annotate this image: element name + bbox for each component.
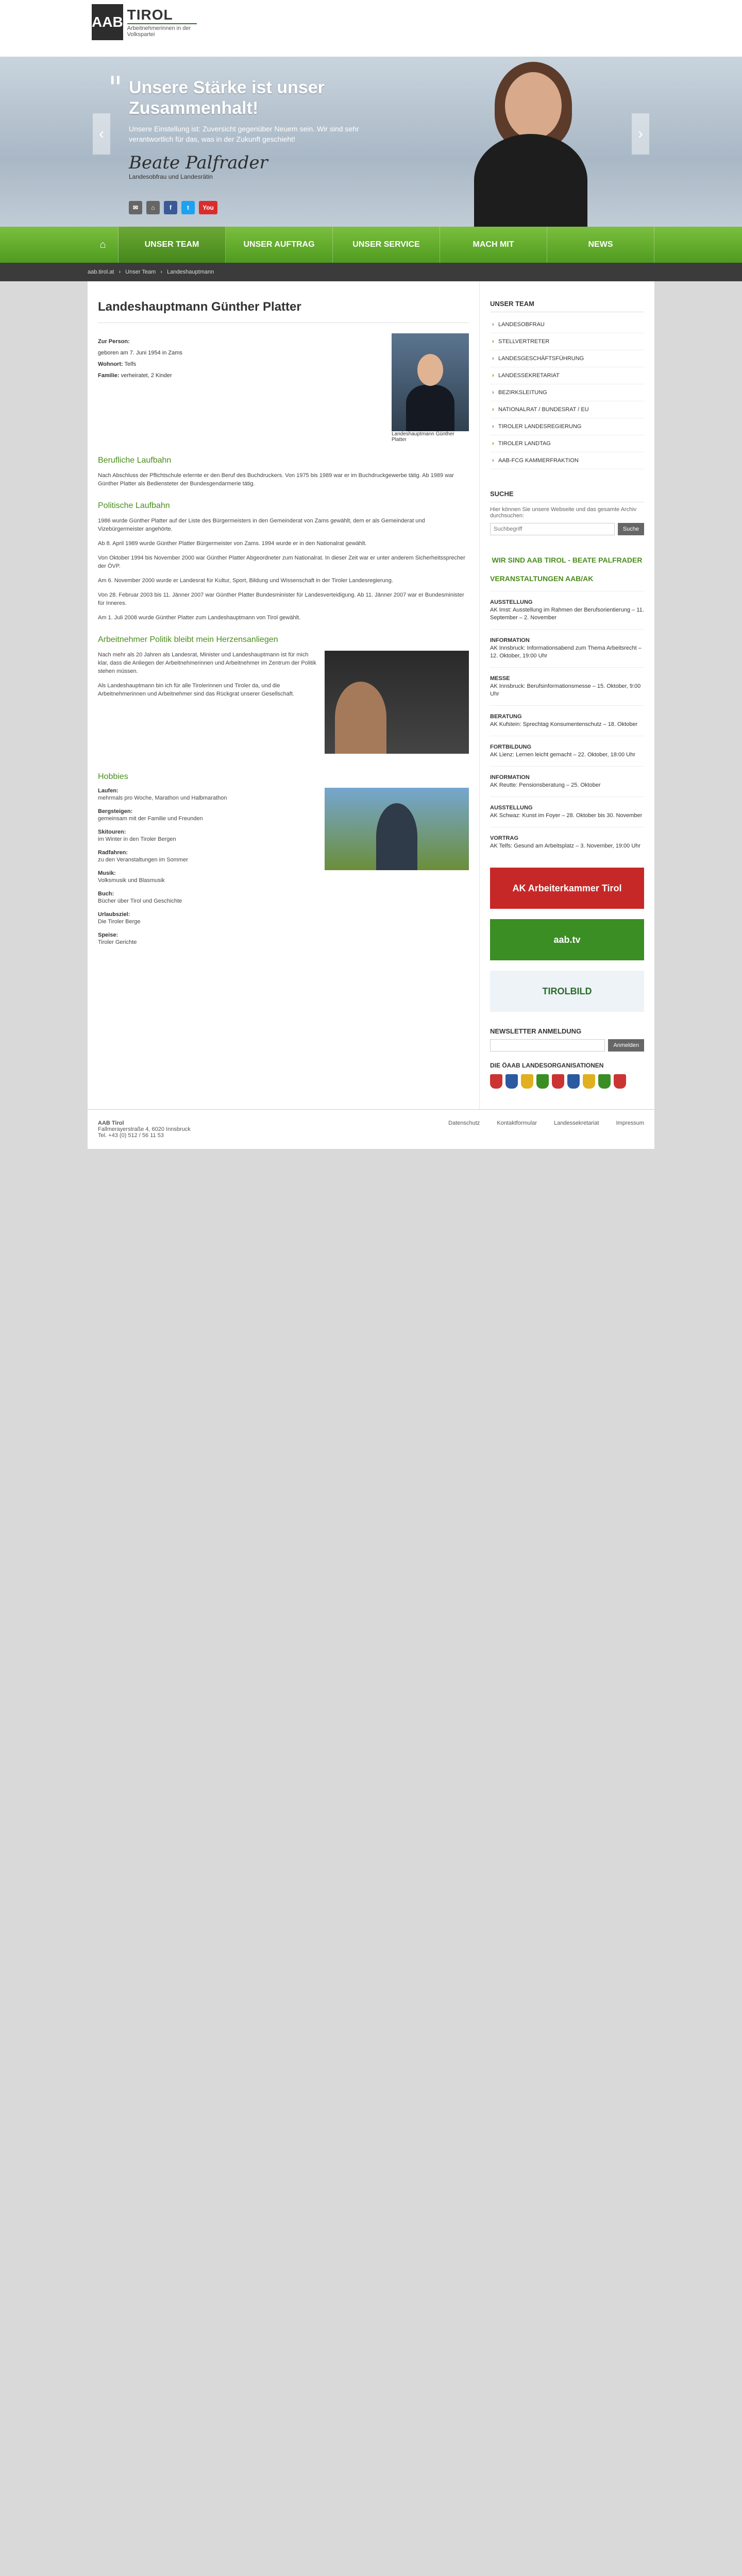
hobby-image bbox=[325, 788, 469, 870]
home-text: Telfs bbox=[124, 361, 137, 367]
politics-text: Am 6. November 2000 wurde er Landesrat für Kultur, Sport, Bildung und Wissenschaft in der Tiroler Landesregierung. bbox=[98, 578, 393, 584]
nav-item-team[interactable]: UNSER TEAM bbox=[119, 227, 226, 263]
crest-icon[interactable] bbox=[490, 1074, 502, 1089]
label-person: Zur Person: bbox=[98, 338, 130, 345]
sidebar-item-kammerfraktion[interactable]: › AAB-FCG KAMMERFRAKTION bbox=[490, 452, 644, 469]
hobby-item: Skitouren: im Winter in den Tiroler Bergen bbox=[98, 829, 176, 842]
hero-text: Unsere Einstellung ist: Zuversicht gegenüber Neuem sein. Wir sind sehr verantwortlich für das, was in der Zukunft geschieht! bbox=[129, 125, 359, 143]
quote-icon: " bbox=[108, 70, 123, 106]
events-title: VERANSTALTUNGEN AAB/AK bbox=[490, 574, 594, 583]
hobby-item: Musik: Volksmusik und Blasmusik bbox=[98, 870, 165, 884]
footer-link-impressum[interactable]: Impressum bbox=[616, 1120, 644, 1126]
home-icon[interactable]: ⌂ bbox=[88, 227, 119, 263]
home-icon[interactable]: ⌂ bbox=[146, 201, 160, 214]
footer-link-datenschutz[interactable]: Datenschutz bbox=[448, 1120, 480, 1126]
hero-signature: Beate Palfrader bbox=[129, 152, 268, 173]
sidebar-item-geschaeftsfuehrung[interactable]: › LANDESGESCHÄFTSFÜHRUNG bbox=[490, 350, 644, 367]
search-button[interactable]: Suche bbox=[618, 523, 644, 535]
footer-link-sekretariat[interactable]: Landessekretariat bbox=[554, 1120, 599, 1126]
newsletter-input[interactable] bbox=[490, 1039, 605, 1052]
nav-item-mach-mit[interactable]: MACH MIT bbox=[440, 227, 547, 263]
event-item[interactable]: MESSE AK Innsbruck: Berufsinformationsmesse – 15. Oktober, 9:00 Uhr bbox=[490, 667, 644, 705]
breadcrumb-team[interactable]: Unser Team bbox=[125, 269, 156, 275]
footer-org: AAB Tirol bbox=[98, 1120, 124, 1126]
tirolbild-banner[interactable]: TIROLBILD bbox=[490, 971, 644, 1012]
slider-prev-button[interactable]: ‹ bbox=[93, 113, 110, 155]
hero-slider bbox=[0, 57, 742, 227]
social-links bbox=[129, 201, 217, 214]
nav-item-service[interactable]: UNSER SERVICE bbox=[333, 227, 440, 263]
slogan: WIR SIND AAB TIROL - BEATE PALFRADER bbox=[492, 556, 643, 564]
search-box bbox=[490, 490, 644, 535]
breadcrumb-separator: › bbox=[160, 269, 163, 275]
breadcrumb-current: Landeshauptmann bbox=[167, 269, 214, 275]
politics-text: 1986 wurde Günther Platter auf der Liste des Bürgermeisters in den Gemeinderat von Zams gewählt, dem er als Gemeinderat und Vizebürgermeister angehörte. bbox=[98, 518, 425, 532]
page-content bbox=[88, 281, 654, 1109]
photo-caption: Landeshauptmann Günther Platter bbox=[392, 431, 454, 443]
main-nav bbox=[0, 227, 742, 263]
footer bbox=[88, 1109, 654, 1149]
person-block bbox=[98, 333, 469, 443]
hero-signature-sub: Landesobfrau und Landesrätin bbox=[129, 173, 213, 180]
event-item[interactable]: VORTRAG AK Telfs: Gesund am Arbeitsplatz – 3. November, 19:00 Uhr bbox=[490, 827, 644, 857]
hobbies-title: Hobbies bbox=[98, 772, 128, 781]
crest-icon[interactable] bbox=[505, 1074, 518, 1089]
youtube-icon[interactable]: You bbox=[199, 201, 217, 214]
search-input[interactable] bbox=[490, 523, 615, 535]
hobby-item: Laufen: mehrmals pro Woche, Marathon und Halbmarathon bbox=[98, 788, 227, 801]
hobby-item: Urlaubsziel: Die Tiroler Berge bbox=[98, 911, 141, 925]
label-family: Familie: bbox=[98, 372, 120, 379]
sidebar-item-bezirksleitung[interactable]: › BEZIRKSLEITUNG bbox=[490, 384, 644, 401]
top-strip bbox=[0, 0, 742, 57]
politics-text: Ab 8. April 1989 wurde Günther Platter Bürgermeister von Zams. 1994 wurde er in den Nationalrat gewählt. bbox=[98, 540, 367, 547]
aabtv-banner[interactable]: aab.tv bbox=[490, 919, 644, 960]
org-crests bbox=[490, 1074, 644, 1089]
crest-icon[interactable] bbox=[536, 1074, 549, 1089]
footer-link-kontakt[interactable]: Kontaktformular bbox=[497, 1120, 537, 1126]
newsletter-button[interactable]: Anmelden bbox=[608, 1039, 644, 1052]
hero-quote bbox=[108, 70, 397, 180]
footer-links bbox=[433, 1120, 644, 1139]
nav-item-auftrag[interactable]: UNSER AUFTRAG bbox=[226, 227, 333, 263]
page-title: Landeshauptmann Günther Platter bbox=[98, 300, 469, 323]
team-menu bbox=[490, 316, 644, 469]
career-title: Berufliche Laufbahn bbox=[98, 456, 172, 465]
facebook-icon[interactable]: f bbox=[164, 201, 177, 214]
sidebar-item-nationalrat[interactable]: › NATIONALRAT / BUNDESRAT / EU bbox=[490, 401, 644, 418]
politics-text: Von 28. Februar 2003 bis 11. Jänner 2007 war Günther Platter Bundesminister für Landesverteidigung. Ab 11. Jänner 2007 war er Bundesminister für Inneres. bbox=[98, 592, 464, 606]
crest-icon[interactable] bbox=[583, 1074, 595, 1089]
family-text: verheiratet, 2 Kinder bbox=[121, 372, 172, 379]
aab-title: Arbeitnehmer Politik bleibt mein Herzensanliegen bbox=[98, 635, 278, 644]
twitter-icon[interactable]: t bbox=[181, 201, 195, 214]
event-item[interactable]: AUSSTELLUNG AK Schwaz: Kunst im Foyer – 28. Oktober bis 30. November bbox=[490, 796, 644, 827]
logo[interactable] bbox=[88, 0, 201, 52]
search-desc: Hier können Sie unsere Webseite und das gesamte Archiv durchsuchen: bbox=[490, 506, 637, 519]
crest-icon[interactable] bbox=[598, 1074, 611, 1089]
crest-icon[interactable] bbox=[552, 1074, 564, 1089]
aab-text: Als Landeshauptmann bin ich für alle Tirolerinnen und Tiroler da, und die Arbeitnehmerinnen und Arbeitnehmer sind das Rückgrat unserer Gesellschaft. bbox=[98, 683, 294, 697]
aab-text: Nach mehr als 20 Jahren als Landesrat, Minister und Landeshauptmann ist für mich klar, dass die Anliegen der Arbeitnehmerinnen und Arbeitnehmer im Zentrum der Politik stehen müssen. bbox=[98, 652, 316, 674]
sidebar-item-sekretariat[interactable]: › LANDESSEKRETARIAT bbox=[490, 367, 644, 384]
main-content bbox=[88, 281, 479, 1109]
politics-text: Von Oktober 1994 bis November 2000 war Günther Platter Abgeordneter zum Nationalrat. In dieser Zeit war er unter anderem Sicherheitssprecher der ÖVP. bbox=[98, 555, 465, 569]
nav-item-news[interactable]: NEWS bbox=[547, 227, 654, 263]
politics-title: Politische Laufbahn bbox=[98, 501, 170, 510]
breadcrumb-separator: › bbox=[119, 269, 121, 275]
crest-icon[interactable] bbox=[567, 1074, 580, 1089]
career-text: Nach Abschluss der Pflichtschule erlernte er den Beruf des Buchdruckers. Von 1975 bis 1989 war er im Buchdruckgewerbe tätig. Ab 1989 war Günther Platter als Bediensteter der Bundesgendarmerie tätig. bbox=[98, 472, 454, 487]
ak-banner[interactable]: AK Arbeiterkammer Tirol bbox=[490, 868, 644, 909]
breadcrumb-home[interactable]: aab.tirol.at bbox=[88, 269, 114, 275]
hobby-item: Speise: Tiroler Gerichte bbox=[98, 932, 137, 945]
politics-text: Am 1. Juli 2008 wurde Günther Platter zum Landeshauptmann von Tirol gewählt. bbox=[98, 615, 301, 621]
logo-name: TIROL bbox=[127, 7, 173, 23]
newsletter-title: NEWSLETTER ANMELDUNG bbox=[490, 1027, 582, 1035]
footer-address: Fallmerayerstraße 4, 6020 Innsbruck bbox=[98, 1126, 191, 1132]
mail-icon[interactable]: ✉ bbox=[129, 201, 142, 214]
breadcrumb-bar bbox=[0, 263, 742, 281]
hero-portrait bbox=[464, 62, 598, 227]
orgs-title: DIE ÖAAB LANDESORGANISATIONEN bbox=[490, 1062, 604, 1069]
breadcrumb bbox=[88, 263, 654, 281]
born-text: geboren am 7. Juni 1954 in Zams bbox=[98, 350, 182, 356]
logo-tagline: Arbeitnehmerinnen in der Volkspartei bbox=[127, 23, 197, 38]
person-photo bbox=[392, 333, 469, 443]
sidebar-item-landtag[interactable]: › TIROLER LANDTAG bbox=[490, 435, 644, 452]
hero-headline: Unsere Stärke ist unser Zusammenhalt! bbox=[129, 78, 325, 118]
slider-next-button[interactable]: › bbox=[632, 113, 649, 155]
aab-image bbox=[325, 651, 469, 754]
event-item[interactable]: AUSSTELLUNG AK Imst: Ausstellung im Rahmen der Berufsorientierung – 11. September – 2. November bbox=[490, 591, 644, 629]
event-item[interactable]: INFORMATION AK Innsbruck: Informationsabend zum Thema Arbeitsrecht – 12. Oktober, 19:00 Uhr bbox=[490, 629, 644, 667]
crest-icon[interactable] bbox=[614, 1074, 626, 1089]
sidebar-item-landesobfrau[interactable]: › LANDESOBFRAU bbox=[490, 316, 644, 333]
hobby-item: Buch: Bücher über Tirol und Geschichte bbox=[98, 891, 182, 904]
sidebar-item-landesregierung[interactable]: › TIROLER LANDESREGIERUNG bbox=[490, 418, 644, 435]
search-title: SUCHE bbox=[490, 490, 644, 502]
hobby-item: Bergsteigen: gemeinsam mit der Familie und Freunden bbox=[98, 808, 203, 822]
hobby-item: Radfahren: zu den Veranstaltungen im Sommer bbox=[98, 850, 188, 863]
event-item[interactable]: BERATUNG AK Kufstein: Sprechtag Konsumentenschutz – 18. Oktober bbox=[490, 705, 644, 736]
event-item[interactable]: FORTBILDUNG AK Lienz: Lernen leicht gemacht – 22. Oktober, 18:00 Uhr bbox=[490, 736, 644, 766]
logo-mark: AAB bbox=[92, 4, 123, 40]
sidebar bbox=[479, 281, 654, 1109]
sidebar-item-stellvertreter[interactable]: › STELLVERTRETER bbox=[490, 333, 644, 350]
event-item[interactable]: INFORMATION AK Reutte: Pensionsberatung – 25. Oktober bbox=[490, 766, 644, 796]
footer-phone: Tel. +43 (0) 512 / 56 11 53 bbox=[98, 1132, 164, 1139]
team-title: UNSER TEAM bbox=[490, 300, 644, 312]
label-home: Wohnort: bbox=[98, 361, 123, 367]
crest-icon[interactable] bbox=[521, 1074, 533, 1089]
